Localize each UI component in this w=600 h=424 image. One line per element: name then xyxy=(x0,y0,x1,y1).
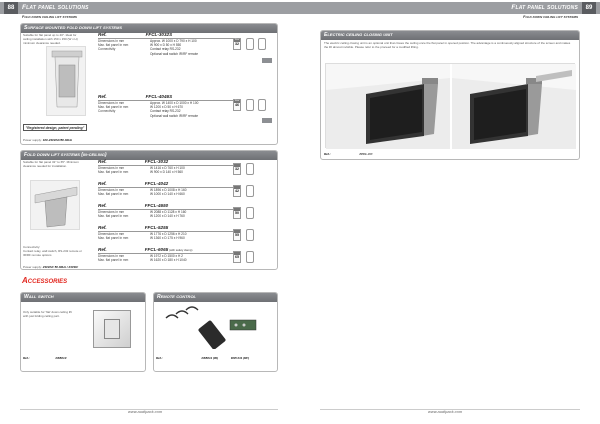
spec-label: Connectivity xyxy=(98,47,116,52)
size-badge-value: 55 xyxy=(235,232,239,237)
spec-label: Max. flat panel in mm xyxy=(98,105,129,110)
left-header-subtitle: Fold down ceiling lift systems xyxy=(22,15,77,19)
left-header-title: Flat panel solutions xyxy=(22,4,89,11)
connectivity-value: Contact relay, wall switch, RS-232 remote or IR/RF remote options xyxy=(23,248,82,257)
size-badge-value: 50 xyxy=(235,210,239,215)
spec-value: W 1776 x D 1256 x H 210 xyxy=(150,231,187,236)
spec-item xyxy=(98,204,238,218)
spec-label: Dimensions in mm xyxy=(98,38,125,43)
in-ceiling-box-title: Fold down lift systems (in-ceiling) xyxy=(21,151,277,160)
spec-item xyxy=(98,248,238,262)
spec-value: W 1896 x D 1008 x H 160 xyxy=(150,187,187,192)
remote-ref-rf: DS5 011 (RF) xyxy=(230,356,250,360)
spec-ref: FFCL-3032 xyxy=(144,159,169,164)
spec-ref-label: Ref. xyxy=(98,32,107,37)
remote-ref-label: Ref.: xyxy=(156,356,163,360)
closing-unit-title: Electric ceiling closing unit xyxy=(321,31,579,40)
weight-icon xyxy=(246,38,254,50)
wall-switch-image xyxy=(93,310,131,348)
in-ceiling-connectivity xyxy=(23,246,83,257)
in-ceiling-product-image xyxy=(30,180,80,230)
spec-value: Contact relay RS-232 xyxy=(150,47,181,52)
accessories-title: Accessories xyxy=(22,276,68,285)
weight-icon xyxy=(246,229,254,241)
spec-ffcl-3032s xyxy=(98,33,238,56)
surface-box-title: Surface mounted fold down lift systems xyxy=(21,24,277,33)
spec-extra: (with safety clamp) xyxy=(169,248,193,252)
spec-value: Approx. W 1000 x D 790 x H 100 xyxy=(150,38,197,43)
spec-label: Dimensions in mm xyxy=(98,253,125,258)
connectivity-label: Connectivity: xyxy=(23,245,41,249)
closing-unit-ref-line xyxy=(324,152,373,156)
switch-icon xyxy=(104,319,120,339)
left-page-number: 88 xyxy=(4,2,18,14)
spec-ref: FFCL-4042 xyxy=(144,181,169,186)
remote-ref-line xyxy=(156,356,249,360)
spec-value: Contact relay RS-232 xyxy=(150,109,181,114)
spec-value: Approx. W 1400 x D 1000 x H 100 xyxy=(150,100,199,105)
spec-label: Max. flat panel in mm xyxy=(98,258,129,263)
closing-unit-desc: The electric ceiling closing unit is an optional unit that closes the ceiling once the flat panel in opened position. The advantage is a continuously aligned structure of the screen and makes the lift almost invisible. Please refer to the proceed for a modified lifting. xyxy=(324,41,571,49)
weight-icon xyxy=(246,251,254,263)
in-ceiling-power-value: 230VAC 50-60Hz / 24VDC xyxy=(42,265,79,269)
spec-label: Max. flat panel in mm xyxy=(98,214,129,219)
size-badge xyxy=(233,99,241,111)
spec-value: W 900 x D 50 x H 550 xyxy=(150,43,182,48)
weight-icon xyxy=(246,185,254,197)
spec-ref-label: Ref. xyxy=(98,159,107,164)
wall-switch-ref: DS5010 xyxy=(55,356,67,360)
surface-power-label: Power supply: xyxy=(23,138,42,142)
in-ceiling-desc: Suitable for flat panel 32" to 65". Minimum clearance needed for installation. xyxy=(23,160,79,168)
right-page-number: 89 xyxy=(582,2,596,14)
registered-design-note: "Registered design, patent pending" xyxy=(23,124,87,131)
right-page xyxy=(300,0,600,424)
option-tag xyxy=(262,58,272,63)
spec-label: Connectivity xyxy=(98,109,116,114)
closing-unit-images xyxy=(325,63,575,148)
wall-switch-ref-line xyxy=(23,356,66,360)
surface-power-value: 100-240VAC/50-60Hz xyxy=(42,138,72,142)
right-footer-url: www.audipack.com xyxy=(428,409,463,414)
closing-unit-illustration xyxy=(326,64,576,149)
spec-value: W 2088 x D 1128 x H 160 xyxy=(150,209,187,214)
spec-ref: FFCL-4046S xyxy=(145,94,173,99)
in-ceiling-power-supply xyxy=(23,265,78,269)
remote-illustration xyxy=(160,304,270,349)
size-badge xyxy=(233,251,241,263)
remote-icon xyxy=(258,38,266,50)
weight-icon xyxy=(246,163,254,175)
spec-value: W 1416 x D 760 x H 100 xyxy=(150,165,185,170)
spec-label: Dimensions in mm xyxy=(98,231,125,236)
size-badge-value: 65 xyxy=(235,254,239,259)
remote-icon xyxy=(258,99,266,111)
spec-value: W 900 x D 140 x H 560 xyxy=(150,170,183,175)
remote-control-title: Remote control xyxy=(154,293,277,302)
wall-switch-ref-label: Ref.: xyxy=(23,356,30,360)
spec-label: Dimensions in mm xyxy=(98,209,125,214)
spec-ref-label: Ref. xyxy=(98,181,107,186)
weight-icon xyxy=(246,99,254,111)
size-badge xyxy=(233,229,241,241)
wall-switch-desc: Only suitable for 'flat' down ceiling lift with just folding ceiling part. xyxy=(23,310,72,318)
wall-switch-title: Wall switch xyxy=(21,293,145,302)
spec-value: W 1200 x D 140 x H 760 xyxy=(150,214,185,219)
surface-power-supply xyxy=(23,138,72,142)
spec-label: Max. flat panel in mm xyxy=(98,236,129,241)
size-badge-top: Size xyxy=(234,100,240,102)
spec-ref: FFCL-3032S xyxy=(145,32,173,37)
spec-ref-label: Ref. xyxy=(98,94,107,99)
closing-unit-ref: FFCL-CC xyxy=(359,152,373,156)
spec-label: Max. flat panel in mm xyxy=(98,43,129,48)
spec-ref-label: Ref. xyxy=(98,225,107,230)
size-badge-value: 42 xyxy=(235,188,239,193)
size-badge-top: Size xyxy=(234,39,240,41)
spec-label: Dimensions in mm xyxy=(98,165,125,170)
spec-label: Dimensions in mm xyxy=(98,100,125,105)
spec-value: W 1000 x D 140 x H 660 xyxy=(150,192,185,197)
weight-icon xyxy=(246,207,254,219)
size-badge xyxy=(233,207,241,219)
surface-product-image xyxy=(46,46,86,116)
spec-label: Dimensions in mm xyxy=(98,187,125,192)
size-badge xyxy=(233,38,241,50)
spec-item xyxy=(98,182,238,196)
spec-label: Max. flat panel in mm xyxy=(98,170,129,175)
closing-unit-ref-label: Ref.: xyxy=(324,152,331,156)
ceiling-lift-illustration xyxy=(47,47,87,117)
spec-value: W 1360 x D 175 x H 960 xyxy=(150,236,185,241)
spec-ref: FFCL-4650 xyxy=(144,203,169,208)
remote-control-image xyxy=(160,304,270,349)
spec-item xyxy=(98,160,238,174)
spec-value: Optional wall switch IR/RF remote xyxy=(150,113,199,118)
right-header-subtitle: Fold down ceiling lift systems xyxy=(523,15,578,19)
spec-value: W 1972 x D 1500 x H 2 xyxy=(150,253,183,258)
spec-ref: FFCL-5255 xyxy=(144,225,169,230)
left-footer-url: www.audipack.com xyxy=(128,409,163,414)
surface-desc: Suitable for flat panel up to 40". Ideal for ceiling installation with 150 x 150 (W x H) minimum clearance needed. xyxy=(23,33,78,45)
remote-ref-ir: DS5011 (IR) xyxy=(201,356,218,360)
size-badge-value: 46 xyxy=(235,102,239,107)
spec-ref-label: Ref. xyxy=(98,203,107,208)
size-badge-value: 32 xyxy=(235,166,239,171)
right-header-title: Flat panel solutions xyxy=(511,4,578,11)
size-badge xyxy=(233,185,241,197)
spec-ffcl-4046s xyxy=(98,95,238,118)
option-tag xyxy=(262,118,272,123)
in-ceiling-lift-illustration xyxy=(31,181,81,231)
spec-ref-label: Ref. xyxy=(98,247,107,252)
spec-value: W 1200 x D 50 x H 670 xyxy=(150,105,183,110)
spec-item xyxy=(98,226,238,240)
size-badge-value: 32 xyxy=(235,41,239,46)
spec-ref: FFCL-6065 xyxy=(144,247,169,252)
spec-value: W 1620 x D 180 x H 1040 xyxy=(150,258,187,263)
spec-label: Max. flat panel in mm xyxy=(98,192,129,197)
in-ceiling-power-label: Power supply: xyxy=(23,265,42,269)
size-badge xyxy=(233,163,241,175)
spec-value: Optional wall switch IR/RF remote xyxy=(150,51,199,56)
